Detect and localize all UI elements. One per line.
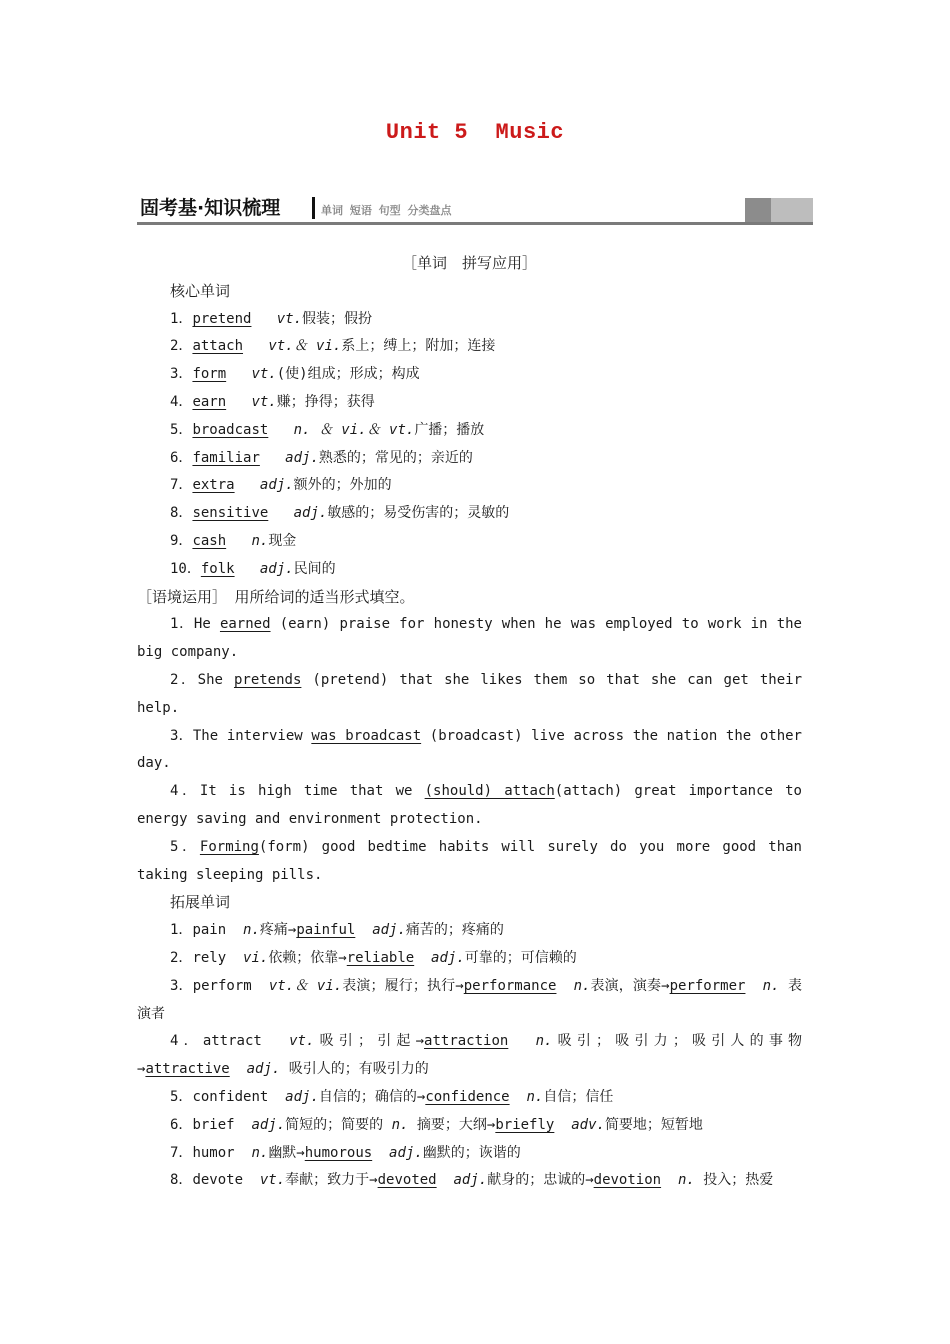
meaning: 简短的；简要的 [285,1116,384,1133]
core-word-item [137,306,802,334]
part-of-speech: n. [762,977,780,994]
core-word-item [137,389,802,417]
meaning: 摘要；大纲→ [416,1116,496,1133]
derived-word: devoted [377,1172,437,1189]
base-word: devote [192,1172,244,1189]
derived-word: attraction [424,1033,509,1050]
meaning: 投入；热爱 [703,1172,774,1189]
item-number: 8． [170,1172,193,1189]
meaning: 表演者 [137,977,802,1022]
meaning: 系上；缚上；附加；连接 [341,338,496,355]
context-label: ［语境运用］ 用所给词的适当形式填空。 [137,587,415,606]
derived-word: performer [669,977,746,994]
meaning: (使)组成；形成；构成 [276,366,420,383]
part-of-speech: adj. [246,1061,281,1078]
part-of-speech: adj. [389,1144,423,1161]
meaning: 幽默→ [268,1144,305,1161]
part-of-speech: n. [251,1144,269,1161]
section-banner [137,193,813,225]
item-number: 5． [170,1088,193,1105]
meaning: 敏感的；易受伤害的；灵敏的 [327,505,510,522]
item-number: 4． [170,393,193,410]
extended-word-item [137,973,802,1029]
extended-word-item [137,945,802,973]
core-word-list [137,306,802,584]
part-of-speech: adj. [372,922,406,939]
part-of-speech: n. [251,532,269,549]
extended-word-item [137,1140,802,1168]
answer-blank: Forming [199,838,259,855]
meaning: 痛苦的；疼痛的 [405,922,504,939]
item-number: 6． [170,1116,193,1133]
extended-word-list [137,917,802,1195]
meaning: 假装；假扮 [302,310,373,327]
context-item [137,667,802,723]
answer-blank: pretends [233,671,302,688]
derived-word: reliable [346,949,415,966]
meaning: 赚；挣得；获得 [276,393,375,410]
part-of-speech: adj. [453,1172,488,1189]
part-of-speech: n. [243,922,260,939]
sentence-text: (earn) praise for honesty when he was employed to work in the big company. [137,616,802,661]
extended-word-item [137,917,802,945]
banner-title: 固考基·知识梳理 [140,197,281,219]
part-of-speech: adj. [285,449,319,466]
core-word-item [137,500,802,528]
page-title: Unit 5 Music [385,120,565,145]
section-header: ［单词 拼写应用］ [401,254,537,272]
item-number: 10． [170,560,201,577]
answer-blank: was broadcast [311,727,422,744]
meaning: 自信的；确信的→ [318,1088,426,1105]
base-word: perform [192,977,252,994]
meaning: 依赖；依靠→ [268,949,347,966]
meaning: 幽默的；诙谐的 [422,1144,521,1161]
core-word-item [137,417,802,445]
meaning: 表演；履行；执行→ [342,977,464,994]
item-number: 1． [170,922,193,939]
answer-blank: earned [219,616,271,633]
sentence-text: The interview [192,727,312,744]
base-word: rely [192,949,227,966]
sentence-text: (attach) great importance to energy saving and environment protection. [137,783,802,827]
meaning: 表演，演奏→ [590,977,670,994]
answer-word: earn [192,393,227,410]
part-of-speech: n. [573,977,591,994]
part-of-speech: adj. [293,505,328,522]
item-number: 2． [170,949,193,966]
item-number: 3． [170,977,193,994]
core-word-item [137,556,802,584]
answer-word: folk [200,560,235,577]
extended-words-label: 拓展单词 [170,893,231,912]
part-of-speech: vi. [243,949,269,966]
sentence-text: (form) good bedtime habits will surely do you more good than taking sleeping pills. [137,838,802,883]
base-word: pain [192,922,227,939]
answer-word: sensitive [192,505,269,522]
part-of-speech: n. [535,1033,553,1050]
item-number: 1． [170,310,193,327]
core-words-label: 核心单词 [170,281,231,300]
banner-subtitle: 单词 短语 句型 分类盘点 [321,204,452,217]
meaning: 吸引；引起→ [314,1033,425,1050]
part-of-speech: vt. [251,366,277,383]
part-of-speech: vt.＆ vi. [268,977,343,994]
item-number: 8． [170,505,193,522]
extended-word-item [137,1167,802,1195]
core-word-item [137,333,802,361]
answer-word: extra [192,477,235,494]
item-number: 9． [170,532,193,549]
meaning: 献身的；忠诚的→ [487,1172,594,1189]
answer-word: cash [192,532,227,549]
meaning: 疼痛→ [259,922,297,939]
banner-divider [312,197,315,219]
meaning: 吸引人的；有吸引力的 [288,1061,429,1078]
derived-word: devotion [593,1172,662,1189]
meaning: 自信；信任 [543,1088,614,1105]
part-of-speech: n. [391,1116,409,1133]
part-of-speech: adj. [285,1088,319,1105]
extended-word-item [137,1112,802,1140]
answer-word: broadcast [192,421,269,438]
meaning: 可靠的；可信赖的 [464,949,577,966]
item-number: 5． [170,421,193,438]
core-word-item [137,472,802,500]
derived-word: attractive [145,1061,230,1078]
meaning: 熟悉的；常见的；亲近的 [318,449,473,466]
extended-word-item [137,1028,802,1084]
sentence-text: It is high time that we [199,783,425,800]
sentence-text: She [197,671,234,688]
context-exercise-list [137,611,802,889]
core-word-item [137,445,802,473]
context-item [137,834,802,890]
context-item [137,611,802,667]
meaning: 额外的；外加的 [293,477,392,494]
part-of-speech: n. [677,1172,695,1189]
item-number: 1． [170,616,194,633]
meaning: 简要地；短暂地 [604,1116,703,1133]
part-of-speech: adj. [259,560,294,577]
part-of-speech: vt. [259,1172,286,1189]
item-number: 3． [170,727,193,744]
item-number: 3． [170,366,193,383]
derived-word: confidence [425,1088,510,1105]
item-number: 2． [170,671,198,688]
part-of-speech: n. [526,1088,544,1105]
item-number: 7． [170,477,193,494]
part-of-speech: adj. [431,949,465,966]
answer-word: familiar [192,449,260,466]
meaning: 吸引；吸引力；吸引人的事物→ [137,1033,803,1078]
part-of-speech: adj. [251,1116,286,1133]
derived-word: painful [296,922,356,939]
answer-word: attach [192,338,244,355]
item-number: 4． [170,783,200,800]
core-word-item [137,361,802,389]
part-of-speech: adj. [259,477,294,494]
meaning: 民间的 [293,560,336,577]
banner-rule [137,222,813,225]
answer-word: pretend [192,310,252,327]
worksheet-content [137,250,802,1195]
item-number: 2． [170,338,193,355]
item-number: 6． [170,449,193,466]
meaning: 现金 [268,532,297,549]
part-of-speech: vt. [251,393,277,410]
item-number: 5． [170,838,200,855]
derived-word: performance [463,977,557,994]
derived-word: briefly [495,1116,555,1133]
core-word-item [137,528,802,556]
base-word: confident [192,1088,269,1105]
context-item [137,723,802,779]
part-of-speech: vt.＆ vi. [268,338,342,355]
item-number: 4． [170,1033,203,1050]
sentence-text: (pretend) that she likes them so that she can get their help. [137,671,803,716]
sentence-text: He [193,616,220,633]
context-item [137,778,802,834]
part-of-speech: adv. [571,1116,605,1133]
part-of-speech: n. ＆ vi.＆ vt. [293,421,415,438]
meaning: 奉献；致力于→ [285,1172,378,1189]
base-word: attract [202,1033,262,1050]
meaning: 广播；播放 [414,421,485,438]
derived-word: humorous [304,1144,373,1161]
banner-dark-block [745,198,771,222]
item-number: 7． [170,1144,193,1161]
extended-word-item [137,1084,802,1112]
part-of-speech: vt. [276,310,303,327]
base-word: humor [192,1144,235,1161]
banner-light-block [771,198,813,222]
answer-word: form [192,366,227,383]
part-of-speech: vt. [289,1033,315,1050]
base-word: brief [192,1116,235,1133]
answer-blank: (should) attach [424,783,555,800]
sentence-text: (broadcast) live across the nation the other day. [137,727,802,772]
